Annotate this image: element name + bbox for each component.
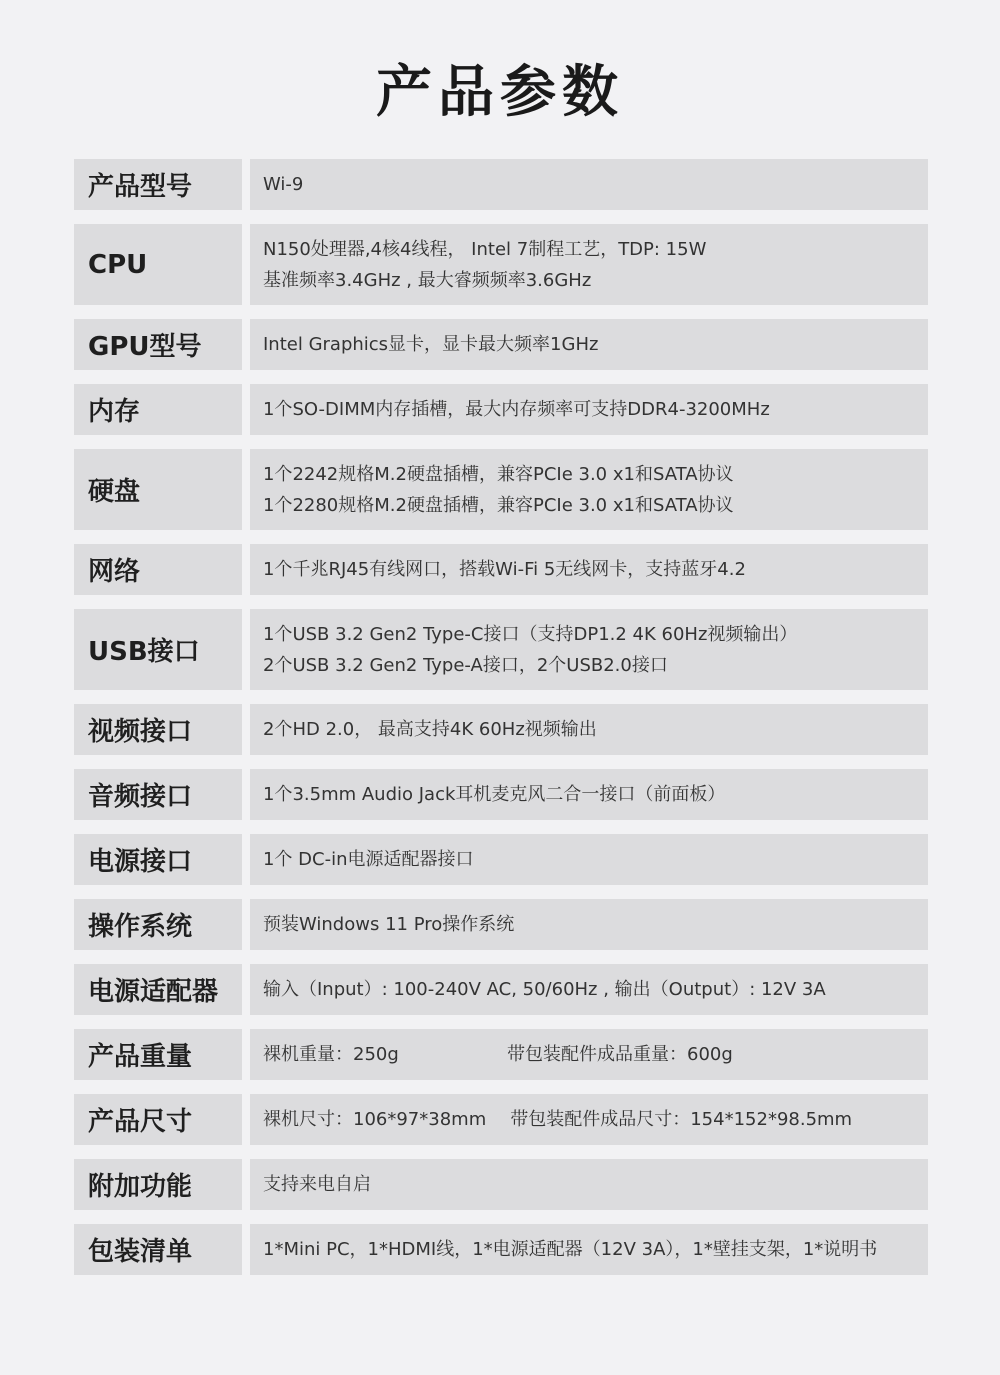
spec-row-cpu xyxy=(74,224,928,305)
spec-value-line: N150处理器,4核4线程， Intel 7制程工艺，TDP: 15W xyxy=(263,238,707,260)
spec-value xyxy=(250,1094,928,1145)
spec-label: 附加功能 xyxy=(74,1159,242,1210)
spec-value-line: 1个2242规格M.2硬盘插槽，兼容PCIe 3.0 x1和SATA协议 xyxy=(263,463,734,485)
spec-value-line: 带包装配件成品重量：600g xyxy=(507,1044,733,1065)
page-title: 产品参数 xyxy=(376,60,624,125)
spec-value-line: 1*Mini PC，1*HDMI线，1*电源适配器（12V 3A），1*壁挂支架，1*说明书 xyxy=(263,1239,878,1260)
spec-label: 产品重量 xyxy=(74,1029,242,1080)
spec-value-line: 1个3.5mm Audio Jack耳机麦克风二合一接口（前面板） xyxy=(263,784,726,805)
spec-value xyxy=(250,319,928,370)
spec-value xyxy=(250,449,928,530)
spec-row-extra xyxy=(74,1159,928,1210)
spec-row-os xyxy=(74,899,928,950)
spec-value xyxy=(250,224,928,305)
spec-value xyxy=(250,899,928,950)
spec-value-line: 输入（Input）: 100-240V AC, 50/60Hz , 输出（Output）: 12V 3A xyxy=(263,979,826,1000)
spec-label: 视频接口 xyxy=(74,704,242,755)
spec-label: 包装清单 xyxy=(74,1224,242,1275)
spec-label: 网络 xyxy=(74,544,242,595)
spec-value xyxy=(250,159,928,210)
spec-label: GPU型号 xyxy=(74,319,242,370)
spec-label: USB接口 xyxy=(74,609,242,690)
spec-value xyxy=(250,384,928,435)
spec-label: 电源适配器 xyxy=(74,964,242,1015)
spec-row-usb xyxy=(74,609,928,690)
spec-value xyxy=(250,1159,928,1210)
spec-row-power-port xyxy=(74,834,928,885)
spec-value-line: 带包装配件成品尺寸：154*152*98.5mm xyxy=(510,1109,853,1130)
spec-value-line: 1个2280规格M.2硬盘插槽，兼容PCIe 3.0 x1和SATA协议 xyxy=(263,494,734,516)
spec-row-storage xyxy=(74,449,928,530)
spec-value-line: 支持来电自启 xyxy=(263,1174,371,1195)
spec-label: 产品型号 xyxy=(74,159,242,210)
spec-row-model xyxy=(74,159,928,210)
spec-value xyxy=(250,544,928,595)
spec-value-line: 预装Windows 11 Pro操作系统 xyxy=(263,914,515,935)
spec-value xyxy=(250,1029,928,1080)
spec-value-line: 2个HD 2.0， 最高支持4K 60Hz视频输出 xyxy=(263,719,597,740)
spec-label: 硬盘 xyxy=(74,449,242,530)
spec-label: 产品尺寸 xyxy=(74,1094,242,1145)
spec-value-line: 2个USB 3.2 Gen2 Type-A接口，2个USB2.0接口 xyxy=(263,654,668,676)
spec-row-dimensions xyxy=(74,1094,928,1145)
spec-value-line: 1个USB 3.2 Gen2 Type-C接口（支持DP1.2 4K 60Hz视频输出） xyxy=(263,623,798,645)
spec-row-memory xyxy=(74,384,928,435)
spec-value-line: 1个SO-DIMM内存插槽，最大内存频率可支持DDR4-3200MHz xyxy=(263,399,770,420)
spec-label: CPU xyxy=(74,224,242,305)
spec-label: 内存 xyxy=(74,384,242,435)
spec-value-line: 基准频率3.4GHz , 最大睿频频率3.6GHz xyxy=(263,269,592,291)
spec-value-line: Intel Graphics显卡，显卡最大频率1GHz xyxy=(263,334,599,355)
spec-value xyxy=(250,704,928,755)
spec-row-power-adapter xyxy=(74,964,928,1015)
spec-row-package xyxy=(74,1224,928,1275)
spec-label: 音频接口 xyxy=(74,769,242,820)
spec-value-line: 裸机尺寸：106*97*38mm xyxy=(263,1109,487,1130)
spec-label: 操作系统 xyxy=(74,899,242,950)
spec-value xyxy=(250,609,928,690)
spec-value-line: Wi-9 xyxy=(263,174,304,195)
spec-value xyxy=(250,834,928,885)
spec-value-line: 裸机重量：250g xyxy=(263,1044,399,1065)
spec-label: 电源接口 xyxy=(74,834,242,885)
spec-value-line: 1个 DC-in电源适配器接口 xyxy=(263,849,474,870)
spec-row-audio xyxy=(74,769,928,820)
spec-row-weight xyxy=(74,1029,928,1080)
spec-row-gpu xyxy=(74,319,928,370)
spec-value xyxy=(250,769,928,820)
spec-value-line: 1个千兆RJ45有线网口，搭载Wi-Fi 5无线网卡，支持蓝牙4.2 xyxy=(263,559,746,580)
spec-row-network xyxy=(74,544,928,595)
spec-value xyxy=(250,964,928,1015)
spec-value xyxy=(250,1224,928,1275)
spec-table xyxy=(74,159,928,1289)
spec-row-video xyxy=(74,704,928,755)
